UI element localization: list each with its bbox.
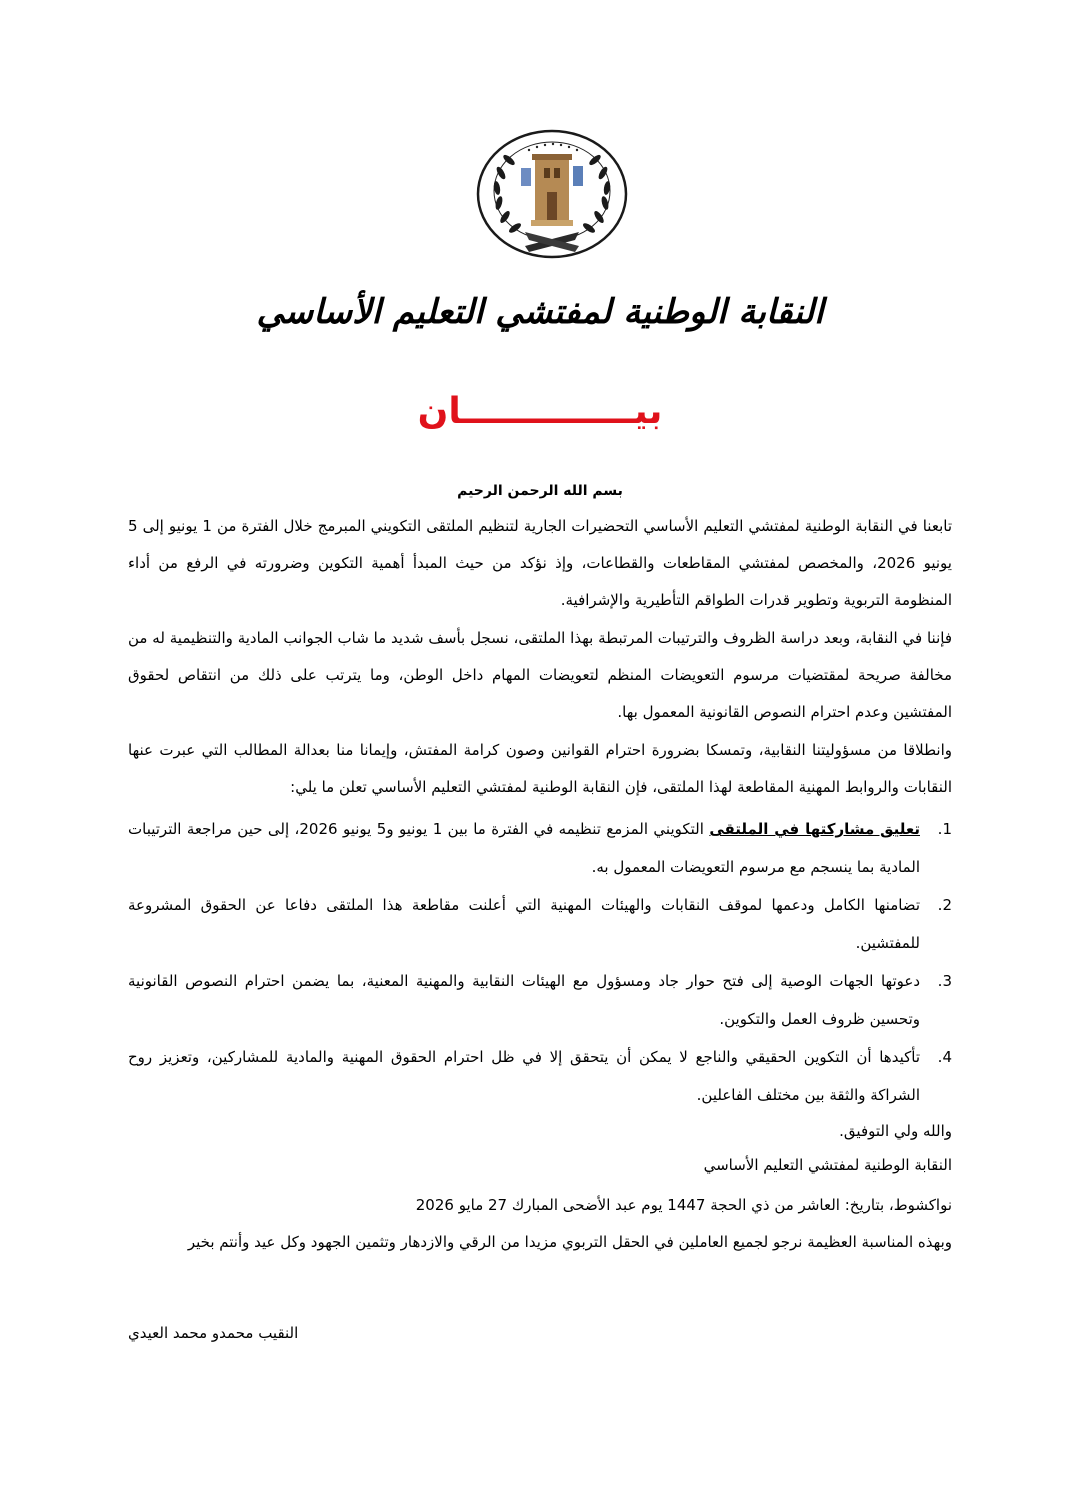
list-item-lead: تعليق مشاركتها في الملتقى [709, 820, 920, 838]
list-item-number: 2. [937, 896, 952, 914]
paragraph-3: وانطلاقا من مسؤوليتنا النقابية، وتمسكا بضرورة احترام القوانين وصون كرامة المفتش، وإيمانا منا بعدالة المطالب التي عبرت عنها النقابات والروابط المهنية المقاطعة لهذا الملتقى، فإن النقابة الوطنية لمفتشي التعليم الأساسي تعلن ما يلي: [128, 741, 952, 796]
list-item-text [128, 810, 920, 886]
paragraph-1: تابعنا في النقابة الوطنية لمفتشي التعليم الأساسي التحضيرات الجارية لتنظيم الملتقى التكويني المبرمج خلال الفترة من 1 يونيو إلى 5 يونيو 2026، والمخصص لمفتشي المقاطعات والقطاعات، وإذ نؤكد من حيث المبدأ أهمية التكوين وضرورته في الرفع من أداء المنظومة التربوية وتطوير قدرات الطواقم التأطيرية والإشرافية. [128, 517, 952, 609]
paragraph-intro [128, 508, 952, 618]
list-item-text: تضامنها الكامل ودعمها لموقف النقابات والهيئات المهنية التي أعلنت مقاطعة هذا الملتقى دفاعا عن الحقوق المشروعة للمفتشين. [128, 896, 920, 952]
paragraph-2: فإننا في النقابة، وبعد دراسة الظروف والترتيبات المرتبطة بهذا الملتقى، نسجل بأسف شديد ما شاب الجوانب المادية والتنظيمية له من مخالفة صريحة لمقتضيات مرسوم التعويضات المنظم لتعويضات المهام داخل الوطن، وما يترتب على ذلك من انتقاص لحقوق المفتشين وعدم احترام النصوص القانونية المعمول بها. [128, 629, 952, 721]
organization-title: النقابة الوطنية لمفتشي التعليم الأساسي [256, 292, 824, 332]
paragraph-observation [128, 620, 952, 730]
union-seal-logo [475, 128, 629, 260]
paragraph-announcement [128, 732, 952, 806]
wishes-paragraph [128, 1224, 952, 1260]
list-item [128, 1038, 952, 1114]
signature: النقيب محمدو محمد العيدي [128, 1324, 299, 1342]
issuer-line: النقابة الوطنية لمفتشي التعليم الأساسي [703, 1156, 952, 1174]
list-item [128, 810, 952, 886]
list-item-text: تأكيدها أن التكوين الحقيقي والناجع لا يمكن أن يتحقق إلا في ظل احترام الحقوق المهنية والمادية للمشاركين، وتعزيز روح الشراكة والثقة بين مختلف الفاعلين. [128, 1048, 920, 1104]
wishes-text: وبهذه المناسبة العظيمة نرجو لجميع العاملين في الحقل التربوي مزيدا من الرقي والازدهار وتثمين الجهود وكل عيد وأنتم بخير [187, 1233, 952, 1251]
list-item [128, 886, 952, 962]
list-item-number: 1. [937, 820, 952, 838]
date-line: نواكشوط، بتاريخ: العاشر من ذي الحجة 1447 يوم عبد الأضحى المبارك 27 مايو 2026 [415, 1196, 952, 1214]
basmala: بسم الله الرحمن الرحيم [457, 483, 623, 499]
list-item-body: التكويني المزمع تنظيمه في الفترة ما بين 1 يونيو و5 يونيو 2026، إلى حين مراجعة الترتيبات المادية بما ينسجم مع مرسوم التعويضات المعمول به. [128, 820, 920, 876]
closing-line: والله ولي التوفيق. [839, 1122, 952, 1140]
list-item-text: دعوتها الجهات الوصية إلى فتح حوار جاد ومسؤول مع الهيئات النقابية والمهنية المعنية، بما يضمن احترام النصوص القانونية وتحسين ظروف العمل والتكوين. [128, 972, 920, 1028]
statement-title: بيــــــــــــــان [417, 391, 663, 432]
seal-icon [475, 128, 629, 260]
list-item-number: 4. [937, 1048, 952, 1066]
list-item-number: 3. [937, 972, 952, 990]
list-item [128, 962, 952, 1038]
